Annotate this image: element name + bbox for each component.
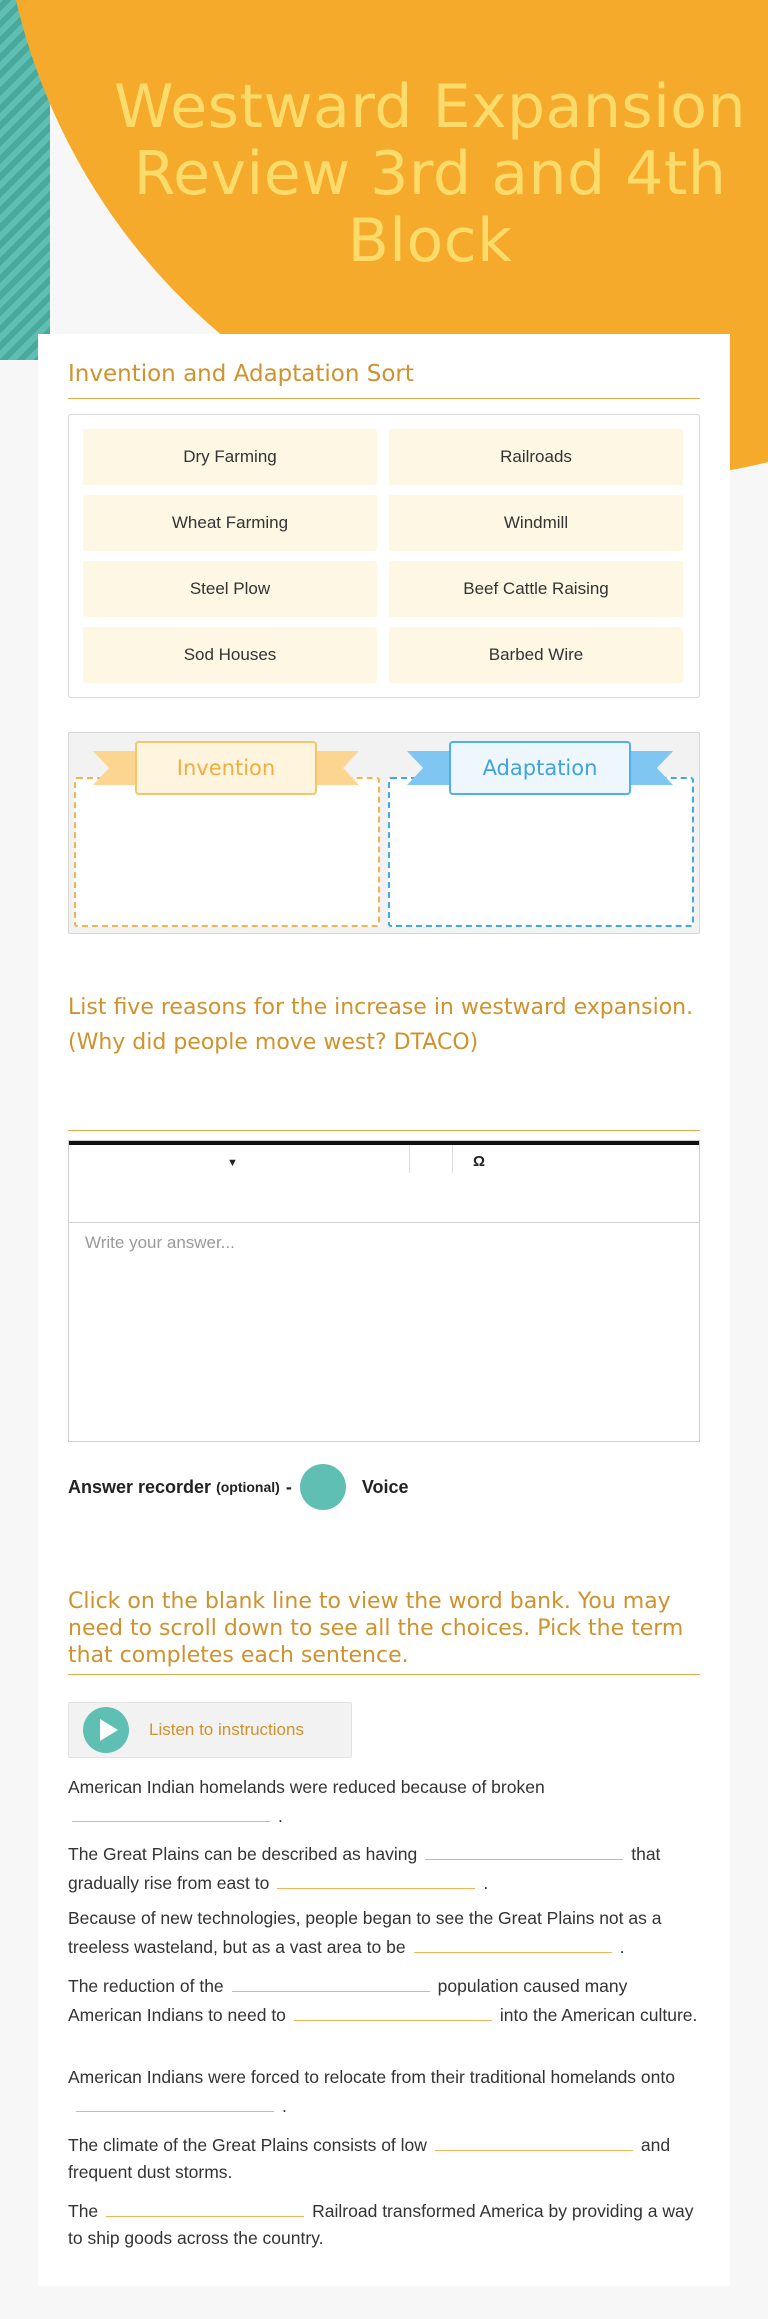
- sort-item-wheat-farming[interactable]: Wheat Farming: [83, 495, 377, 551]
- blank-input[interactable]: [76, 2091, 274, 2112]
- page-title: Westward Expansion Review 3rd and 4th Block: [113, 72, 747, 276]
- sentence-text: .: [282, 2096, 287, 2116]
- sort-item-windmill[interactable]: Windmill: [389, 495, 683, 551]
- sentence-text: The Great Plains can be described as having: [68, 1844, 418, 1864]
- reasons-section-header: [68, 992, 700, 1059]
- fill-section-header: [68, 1588, 700, 1675]
- recorder-dash: -: [285, 1476, 292, 1497]
- sentence-6: [68, 2130, 700, 2186]
- sentence-text: The climate of the Great Plains consists of low: [68, 2135, 427, 2155]
- sentence-text: American Indian homelands were reduced because of broken: [68, 1777, 545, 1797]
- recorder-label: Answer recorder: [68, 1476, 212, 1497]
- answer-textarea[interactable]: Write your answer...: [85, 1233, 235, 1252]
- sentence-text: The reduction of the: [68, 1976, 224, 1996]
- drop-zone-invention[interactable]: [74, 777, 380, 927]
- sentence-text: .: [278, 1806, 283, 1826]
- heading-rule: [68, 1130, 700, 1131]
- sentence-text: .: [619, 1937, 625, 1957]
- sentence-1: [68, 1774, 700, 1830]
- sort-item-railroads[interactable]: Railroads: [389, 429, 683, 485]
- fill-heading: Click on the blank line to view the word bank. You may need to scroll down to see all the choices. Pick the term that completes each sentence.: [68, 1589, 684, 1668]
- answer-recorder: [68, 1464, 409, 1510]
- listen-to-instructions-button[interactable]: [68, 1702, 352, 1758]
- reasons-subheading: (Why did people move west? DTACO): [68, 1030, 479, 1055]
- blank-input[interactable]: [425, 1839, 623, 1860]
- category-drop-area: [68, 732, 700, 934]
- sort-item-dry-farming[interactable]: Dry Farming: [83, 429, 377, 485]
- blank-input[interactable]: [72, 1801, 270, 1822]
- sort-item-barbed-wire[interactable]: Barbed Wire: [389, 627, 683, 683]
- sentence-text: that gradually rise from east to: [68, 1844, 661, 1893]
- editor-toolbar: [69, 1141, 699, 1223]
- play-icon: [83, 1707, 129, 1753]
- listen-label: Listen to instructions: [149, 1720, 304, 1739]
- sentence-3: [68, 1905, 700, 1961]
- sort-item-beef-cattle-raising[interactable]: Beef Cattle Raising: [389, 561, 683, 617]
- category-label-adaptation: Adaptation: [449, 741, 631, 795]
- blank-input[interactable]: [106, 2196, 304, 2217]
- sort-section-header: [68, 358, 700, 399]
- heading-rule: [68, 1674, 700, 1675]
- sentence-text: and frequent dust storms.: [68, 2135, 671, 2182]
- blank-input[interactable]: [435, 2130, 633, 2151]
- blank-input[interactable]: [277, 1868, 475, 1889]
- recorder-optional: (optional): [216, 1479, 280, 1495]
- blank-input[interactable]: [294, 2000, 492, 2021]
- record-button[interactable]: [300, 1464, 346, 1510]
- worksheet-card: [38, 334, 730, 2286]
- sort-heading: Invention and Adaptation Sort: [68, 361, 414, 387]
- drop-zone-adaptation[interactable]: [388, 777, 694, 927]
- sort-item-sod-houses[interactable]: Sod Houses: [83, 627, 377, 683]
- blank-input[interactable]: [414, 1932, 612, 1953]
- sort-item-steel-plow[interactable]: Steel Plow: [83, 561, 377, 617]
- toolbar-divider: [452, 1145, 453, 1173]
- sentence-text: population caused many American Indians to need to: [68, 1976, 628, 2025]
- reasons-heading: List five reasons for the increase in westward expansion.: [68, 995, 694, 1020]
- sentence-4: [68, 1971, 700, 2029]
- blank-input[interactable]: [232, 1971, 430, 1992]
- sentence-5: [68, 2064, 700, 2120]
- answer-editor: [68, 1140, 700, 1442]
- heading-rule: [68, 398, 700, 399]
- sentence-text: The: [68, 2201, 99, 2221]
- sentence-2: [68, 1839, 700, 1897]
- sentence-text: American Indians were forced to relocate from their traditional homelands onto: [68, 2067, 675, 2087]
- sentence-7: [68, 2196, 700, 2252]
- sentence-text: Railroad transformed America by providing a way to ship goods across the country.: [68, 2201, 694, 2248]
- sentence-text: .: [483, 1873, 489, 1893]
- toolbar-divider: [409, 1145, 410, 1173]
- special-character-icon[interactable]: Ω: [473, 1153, 486, 1170]
- voice-label: Voice: [361, 1476, 409, 1497]
- sort-items-box: [68, 414, 700, 698]
- sentence-text: into the American culture.: [499, 2005, 698, 2025]
- category-label-invention: Invention: [135, 741, 317, 795]
- sentence-text: Because of new technologies, people began to see the Great Plains not as a treeless wasteland, but as a vast area to be: [68, 1908, 662, 1957]
- font-dropdown-chevron-icon[interactable]: ▼: [227, 1157, 238, 1169]
